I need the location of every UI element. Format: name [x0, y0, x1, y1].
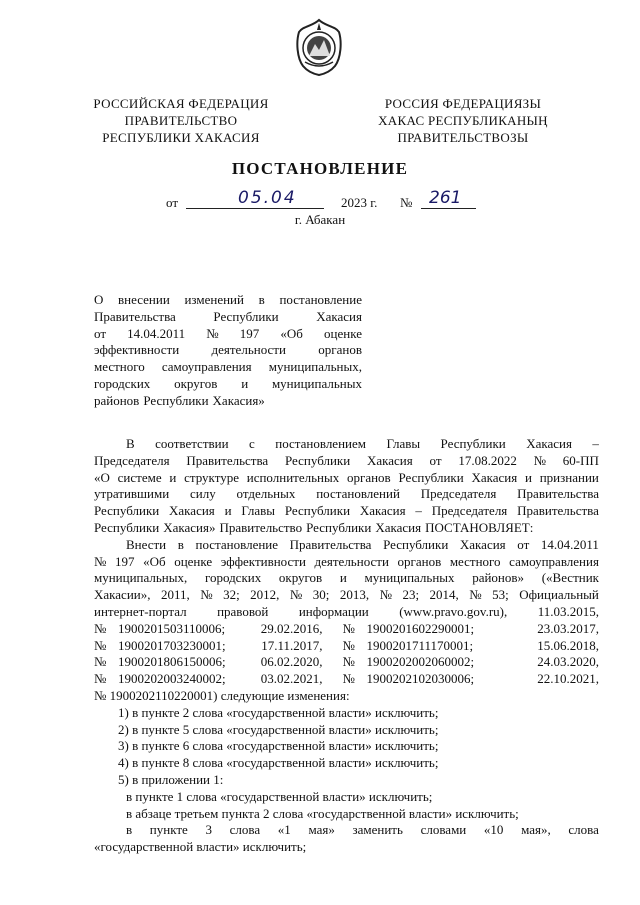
word: и	[169, 469, 177, 485]
word: 23;	[402, 587, 420, 603]
body-line	[94, 554, 599, 571]
table-row	[94, 671, 599, 688]
word: №	[200, 587, 213, 603]
header-left	[92, 95, 270, 146]
word: 3	[205, 822, 212, 838]
word: оценке	[324, 325, 362, 341]
word: 24.03.2020,	[537, 654, 599, 670]
body-line	[94, 604, 599, 621]
word: Хакасии»,	[94, 587, 151, 603]
word: самоуправления	[509, 553, 599, 569]
amendment-intro-end: № 1900202110220001) следующие изменения:	[94, 687, 350, 703]
word: Председателя	[431, 503, 508, 519]
word: (www.pravo.gov.ru),	[399, 603, 508, 619]
word: Главы	[241, 503, 276, 519]
word: 29.02.2016,	[260, 620, 323, 636]
list-item: 4) в пункте 8 слова «государственной власти» исключить;	[118, 755, 439, 771]
word: изменений	[184, 292, 244, 307]
word: 197	[239, 325, 260, 341]
word: «1	[277, 822, 291, 838]
word: 1900201602290001;	[366, 620, 475, 636]
word: Республики	[284, 452, 351, 468]
word: 1900201806150006;	[118, 654, 226, 670]
word: с	[249, 436, 255, 451]
word: «Об	[280, 325, 303, 341]
word: исполнительных	[246, 469, 340, 485]
word: №	[94, 671, 107, 687]
body-line	[94, 520, 599, 537]
word: №	[379, 587, 392, 603]
handwritten-number: 261	[429, 188, 462, 208]
word: пункте	[149, 822, 188, 838]
body-line	[94, 436, 599, 453]
word: муниципальных,	[268, 359, 362, 375]
word: от	[94, 325, 107, 341]
word: Внести	[126, 536, 167, 552]
word: ПОСТАНОВЛЯЕТ:	[425, 519, 534, 535]
paragraph-basis	[94, 436, 599, 537]
header-left-line: РОССИЙСКАЯ ФЕДЕРАЦИЯ	[93, 96, 269, 111]
word: округов	[174, 375, 218, 391]
word: –	[592, 436, 599, 451]
amendment-items	[94, 705, 599, 789]
word: №	[342, 654, 355, 670]
word: Хакасия	[526, 436, 572, 451]
word: 15.06.2018,	[537, 637, 599, 653]
body-line	[94, 537, 599, 554]
word: Правительства	[517, 486, 599, 502]
word: органов	[347, 469, 391, 485]
word: 1900201703230001;	[118, 637, 226, 653]
word: 17.08.2022	[458, 452, 517, 468]
word: и	[241, 375, 249, 391]
word: («Вестник	[541, 570, 599, 586]
word: оценке	[174, 553, 213, 569]
word: и	[224, 503, 232, 519]
word: местного	[449, 553, 501, 569]
number-underline	[421, 208, 476, 209]
word: заменить	[352, 822, 403, 838]
word: силу	[190, 486, 216, 502]
body-line	[94, 503, 599, 520]
paragraph-point-3	[94, 822, 599, 839]
word: от	[517, 536, 530, 552]
word: мая»,	[521, 822, 551, 838]
republic-emblem-icon	[295, 18, 343, 76]
word: Республики	[440, 436, 506, 451]
word: слова	[568, 822, 599, 838]
word: 14.04.2011	[540, 536, 599, 552]
list-item: 5) в приложении 1:	[118, 771, 224, 787]
year-label: 2023 г.	[341, 195, 378, 210]
word: О	[94, 292, 104, 307]
word: от	[429, 452, 442, 468]
word: №	[206, 325, 219, 341]
word: Правительства	[517, 503, 599, 519]
word: постановлением	[275, 436, 366, 451]
body-line	[94, 822, 599, 839]
list-item: в пункте 1 слова «государственной власти» исключить;	[126, 788, 433, 804]
subject-block	[94, 292, 362, 410]
word: 11.03.2015,	[537, 603, 599, 619]
word: Хакасия	[316, 308, 362, 324]
word: «О	[94, 469, 110, 485]
word: округов	[278, 570, 323, 586]
publication-table	[94, 621, 599, 688]
paragraph-amendment	[94, 537, 599, 621]
word: деятельности	[314, 553, 389, 569]
word: деятельности	[211, 342, 286, 358]
subject-line	[94, 376, 362, 393]
word: постановление	[195, 536, 279, 552]
word: и	[524, 469, 532, 485]
body-line	[94, 587, 599, 604]
header-right-line: РОССИЯ ФЕДЕРАЦИЯЗЫ	[384, 96, 542, 111]
word: в	[126, 822, 133, 838]
word: №	[94, 637, 107, 653]
word: информации	[298, 603, 369, 619]
word: Республики	[284, 503, 351, 519]
word: Правительство	[219, 519, 303, 535]
body-line	[94, 453, 599, 470]
word: признании	[539, 469, 599, 485]
document-body	[94, 436, 599, 856]
word: в	[177, 536, 184, 552]
word: Республики	[143, 392, 209, 408]
word: №	[342, 620, 355, 636]
subject-line	[94, 342, 362, 359]
word: городских	[204, 570, 262, 586]
subject-line	[94, 292, 362, 309]
word: утратившими	[94, 486, 170, 502]
word: Хакасия»	[163, 519, 216, 535]
word: «10	[483, 822, 504, 838]
word: Республики	[94, 503, 160, 519]
word: 32;	[223, 587, 240, 603]
header-right	[372, 95, 554, 146]
word: Главы	[386, 436, 421, 451]
word: 1900201503110006;	[118, 620, 226, 636]
date-prefix: от	[166, 195, 179, 210]
word: внесении	[118, 292, 170, 307]
word: 03.02.2021,	[260, 671, 323, 687]
word: эффективности	[220, 553, 306, 569]
list-item: 1) в пункте 2 слова «государственной власти» исключить;	[118, 704, 439, 720]
word: Хакасия	[375, 519, 422, 535]
list-item: 3) в пункте 6 слова «государственной власти» исключить;	[118, 738, 439, 754]
word: №	[342, 637, 355, 653]
word: Республики	[398, 469, 464, 485]
date-underline	[186, 208, 324, 209]
word: 2013,	[339, 587, 370, 603]
word: 06.02.2020,	[260, 654, 323, 670]
city-label: г. Абакан	[294, 212, 346, 227]
word: №	[342, 671, 355, 687]
word: органов	[318, 342, 362, 358]
word: Хакасия	[471, 469, 518, 485]
word: и	[339, 570, 347, 586]
word: Республики	[94, 519, 160, 535]
word: №	[94, 620, 107, 636]
word: мая»	[308, 822, 335, 838]
date-number-line	[166, 188, 496, 214]
subject-line	[94, 393, 362, 410]
table-row	[94, 621, 599, 638]
word: №	[289, 587, 303, 603]
word: 2014,	[429, 587, 459, 603]
word: муниципальных	[364, 570, 455, 586]
word: Республики	[213, 308, 279, 324]
word: Республики	[306, 519, 372, 535]
word: 1900202102030006;	[366, 671, 475, 687]
word: «Об	[143, 553, 166, 569]
word: №	[94, 553, 107, 569]
subject-line	[94, 359, 362, 376]
word: отдельных	[236, 486, 296, 502]
word: 30;	[312, 587, 330, 603]
word: системе	[117, 469, 162, 485]
subject-line	[94, 309, 362, 326]
word: №	[533, 452, 547, 468]
word: районов»	[472, 570, 525, 586]
word: местного	[94, 359, 145, 375]
document-title: ПОСТАНОВЛЕНИЕ	[231, 159, 409, 178]
word: В	[126, 436, 135, 451]
word: муниципальных	[271, 375, 362, 391]
word: Правительства	[94, 308, 176, 324]
word: Председателя	[94, 452, 170, 468]
word: Хакасия	[459, 536, 506, 552]
word: слова	[229, 822, 261, 838]
word: Хакасия	[169, 503, 215, 519]
word: словами	[420, 822, 467, 838]
word: соответствии	[155, 436, 229, 451]
word: самоуправления	[161, 359, 252, 375]
appendix-subitems	[94, 789, 599, 823]
word: постановление	[279, 292, 362, 307]
subject-line	[94, 326, 362, 343]
table-row	[94, 638, 599, 655]
word: 2011,	[160, 587, 190, 603]
word: Хакасия»	[212, 392, 265, 408]
word: 1900201711170001;	[366, 637, 474, 653]
word: –	[415, 503, 422, 519]
body-line	[94, 486, 599, 503]
word: 22.10.2021,	[537, 671, 599, 687]
word: Правительства	[186, 452, 269, 468]
word: 1900202002060002;	[366, 654, 475, 670]
word: 2012,	[250, 587, 280, 603]
word: Республики	[383, 536, 449, 552]
word: районов	[94, 392, 140, 408]
word: Хакасия	[359, 503, 406, 519]
body-line	[94, 570, 599, 587]
word: 23.03.2017,	[537, 620, 599, 636]
word: Хакасия	[366, 452, 413, 468]
header-left-line: ПРАВИТЕЛЬСТВО	[124, 113, 238, 128]
word: 14.04.2011	[127, 325, 186, 341]
word: муниципальных,	[94, 570, 188, 586]
word: №	[469, 587, 482, 603]
word: 1900202003240002;	[118, 671, 226, 687]
word: правовой	[217, 603, 269, 619]
header-right-line: ХАКАС РЕСПУБЛИКАНЫҢ	[378, 113, 548, 128]
number-sign: №	[400, 195, 413, 210]
word: в	[258, 292, 265, 307]
word: 53;	[492, 587, 509, 603]
word: интернет-портал	[94, 603, 187, 619]
word: структуре	[184, 469, 239, 485]
word: городских	[94, 375, 151, 391]
header-right-line: ПРАВИТЕЛЬСТВОЗЫ	[397, 130, 529, 145]
point-3-continuation: «государственной власти» исключить;	[94, 839, 307, 855]
word: Официальный	[519, 587, 599, 603]
word: Председателя	[420, 486, 497, 502]
word: 197	[115, 553, 135, 569]
handwritten-date: 05.04	[238, 188, 297, 208]
word: органов	[397, 553, 442, 569]
word: 17.11.2017,	[261, 637, 323, 653]
list-item: в абзаце третьем пункта 2 слова «государственной власти» исключить;	[126, 805, 519, 821]
header-left-line: РЕСПУБЛИКИ ХАКАСИЯ	[102, 130, 260, 145]
word: 60-ПП	[562, 452, 599, 468]
word: №	[94, 654, 107, 670]
word: постановлений	[316, 486, 400, 502]
table-row	[94, 654, 599, 671]
word: Правительства	[289, 536, 372, 552]
list-item: 2) в пункте 5 слова «государственной власти» исключить;	[118, 721, 439, 737]
body-line	[94, 470, 599, 487]
word: эффективности	[94, 342, 180, 358]
